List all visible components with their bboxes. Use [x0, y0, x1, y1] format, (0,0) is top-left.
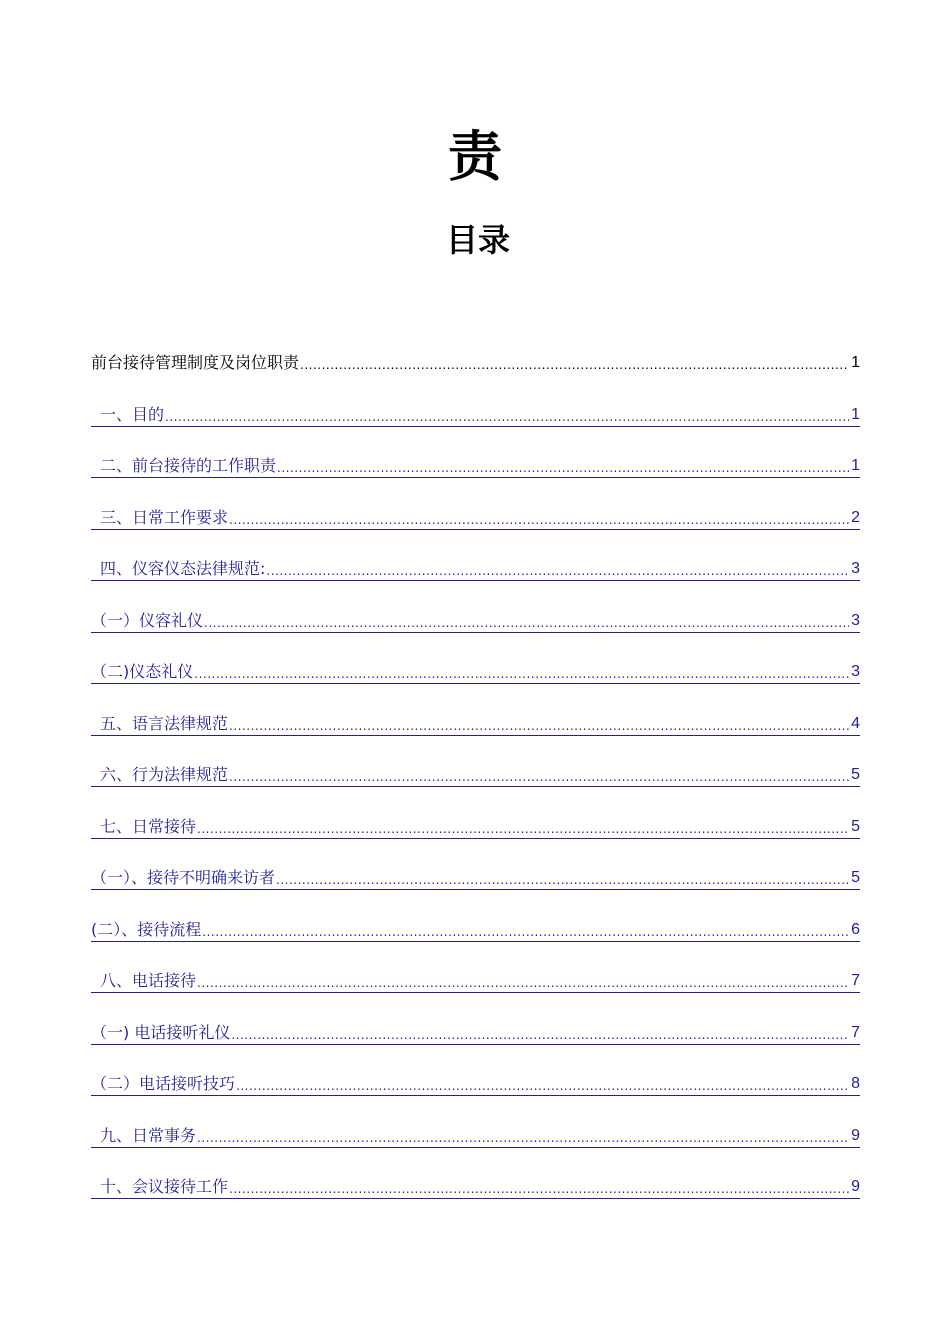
- toc-link[interactable]: [91, 756, 860, 787]
- toc-entry: [91, 1168, 860, 1220]
- toc-entry-label: 三、日常工作要求: [100, 507, 229, 527]
- toc-dot-leader: [202, 923, 849, 941]
- toc-entry-label: 四、仪容仪态法律规范:: [100, 559, 266, 578]
- table-of-contents: [91, 344, 860, 1220]
- toc-page-number: 7: [851, 972, 860, 989]
- toc-dot-leader: [236, 1077, 849, 1095]
- toc-page-number: 5: [851, 766, 860, 783]
- toc-link[interactable]: [91, 962, 860, 993]
- toc-page-number: 9: [851, 1178, 860, 1195]
- toc-entry: [91, 859, 860, 911]
- toc-entry: [91, 602, 860, 654]
- toc-entry: [91, 550, 860, 602]
- toc-dot-leader: [229, 511, 849, 529]
- toc-dot-leader: [229, 768, 849, 786]
- toc-entry: [91, 396, 860, 448]
- toc-entry: [91, 705, 860, 757]
- toc-link[interactable]: [91, 550, 860, 581]
- toc-entry-label: 五、语言法律规范: [100, 713, 229, 733]
- toc-entry: [91, 499, 860, 551]
- toc-entry-label: 九、日常事务: [100, 1125, 197, 1145]
- toc-dot-leader: [231, 1026, 849, 1044]
- toc-dot-leader: [276, 871, 849, 889]
- toc-entry-label: （二）电话接听技巧: [91, 1074, 236, 1093]
- toc-page-number: 5: [851, 817, 860, 835]
- toc-entry: [91, 447, 860, 499]
- toc-dot-leader: [277, 459, 849, 477]
- toc-page-number: 3: [851, 611, 860, 629]
- toc-link[interactable]: [91, 653, 860, 684]
- toc-dot-leader: [204, 614, 849, 632]
- toc-entry-label: （二)仪态礼仪: [91, 662, 194, 681]
- toc-entry-label: 一、目的: [100, 404, 165, 424]
- toc-page-number: 2: [851, 508, 860, 526]
- toc-entry-label: 前台接待管理制度及岗位职责: [91, 353, 300, 372]
- toc-entry: [91, 344, 860, 396]
- toc-link[interactable]: [91, 447, 860, 478]
- toc-entry-label: (二）、接待流程: [91, 919, 202, 939]
- toc-dot-leader: [229, 717, 849, 735]
- toc-entry: [91, 1065, 860, 1117]
- toc-link[interactable]: [91, 499, 860, 530]
- toc-page-number: 8: [851, 1075, 860, 1092]
- toc-link[interactable]: [91, 705, 860, 736]
- page-heading-fragment: 责: [448, 125, 502, 188]
- toc-dot-leader: [197, 820, 849, 838]
- toc-link[interactable]: [91, 859, 860, 890]
- toc-entry-label: 十、会议接待工作: [100, 1177, 229, 1196]
- toc-dot-leader: [197, 1129, 849, 1147]
- toc-link[interactable]: [91, 1168, 860, 1199]
- toc-page-number: 6: [851, 920, 860, 938]
- toc-link[interactable]: [91, 911, 860, 942]
- toc-entry-label: （一）仪容礼仪: [91, 610, 204, 630]
- toc-link[interactable]: [91, 602, 860, 633]
- toc-entry-label: 八、电话接待: [100, 971, 197, 990]
- toc-entry: [91, 911, 860, 963]
- toc-page-number: 7: [851, 1023, 860, 1041]
- toc-entry: [91, 756, 860, 808]
- toc-dot-leader: [300, 356, 849, 374]
- toc-link[interactable]: [91, 808, 860, 839]
- toc-dot-leader: [197, 974, 849, 992]
- toc-entry-label: 七、日常接待: [100, 816, 197, 836]
- toc-dot-leader: [165, 408, 849, 426]
- toc-entry-label: （一）、接待不明确来访者: [91, 868, 276, 887]
- toc-dot-leader: [229, 1180, 849, 1198]
- toc-entry-label: 二、前台接待的工作职责: [100, 456, 277, 475]
- toc-page-number: 9: [851, 1126, 860, 1144]
- toc-link[interactable]: [91, 396, 860, 427]
- toc-dot-leader: [194, 665, 849, 683]
- toc-dot-leader: [266, 562, 849, 580]
- toc-page-number: 3: [851, 663, 860, 680]
- toc-page-number: 1: [851, 354, 860, 371]
- toc-link[interactable]: [91, 1065, 860, 1096]
- toc-entry: [91, 1117, 860, 1169]
- toc-page-number: 1: [851, 405, 860, 423]
- toc-entry: [91, 653, 860, 705]
- toc-entry: [91, 962, 860, 1014]
- toc-link[interactable]: [91, 1117, 860, 1148]
- toc-entry-label: 六、行为法律规范: [100, 765, 229, 784]
- toc-title: 目录: [445, 221, 510, 259]
- toc-page-number: 1: [851, 457, 860, 474]
- toc-page-number: 4: [851, 714, 860, 732]
- toc-entry-label: （一) 电话接听礼仪: [91, 1022, 231, 1042]
- toc-page-number: 3: [851, 560, 860, 577]
- toc-link[interactable]: [91, 1014, 860, 1045]
- toc-entry: [91, 808, 860, 860]
- toc-page-number: 5: [851, 869, 860, 886]
- toc-item: [91, 344, 860, 374]
- toc-entry: [91, 1014, 860, 1066]
